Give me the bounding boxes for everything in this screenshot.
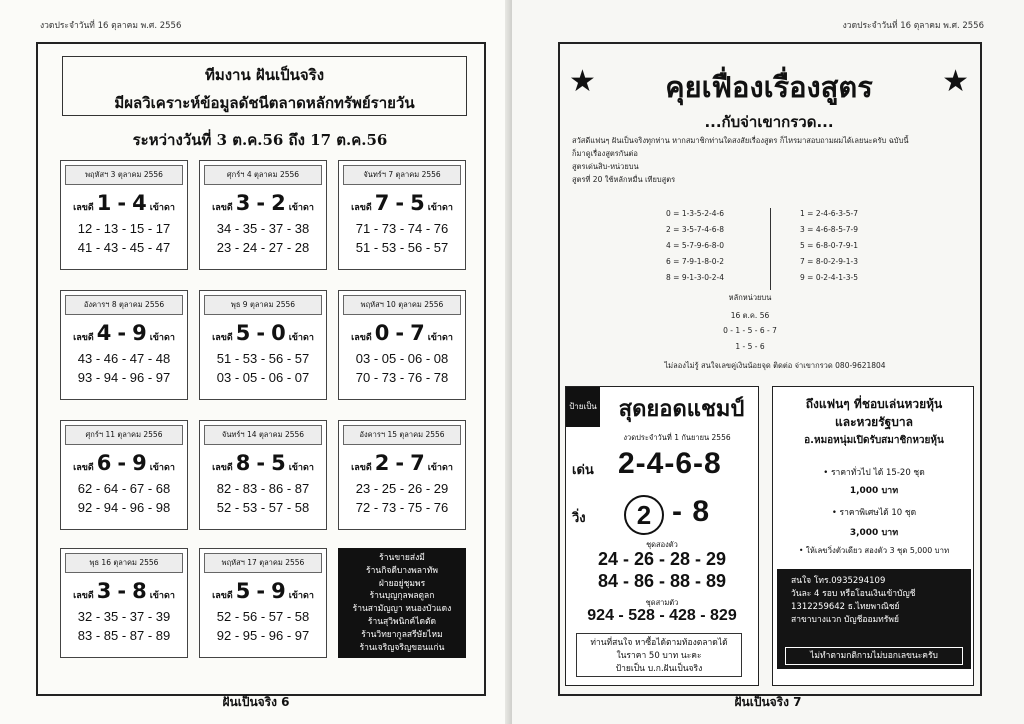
prediction-cell (60, 160, 188, 270)
contact-line: สนใจ โทร.0935294109 (791, 576, 886, 586)
formula-row: 0 = 1-3-5-2-4-6 (666, 209, 724, 218)
cell-date: พฤหัสฯ 10 ตุลาคม 2556 (343, 295, 461, 315)
cell-lead (61, 451, 187, 475)
banner-title: คุยเฟื่องเรื่องสูตร (665, 70, 873, 104)
run-label: วิ่ง (572, 511, 586, 526)
lead-prefix: เลขดี (212, 463, 233, 473)
promo-line: ฝ่ายอยู่ชุมพร (378, 578, 426, 589)
lead-dash: - (256, 579, 266, 603)
cell-date: พฤหัสฯ 3 ตุลาคม 2556 (65, 165, 183, 185)
lead-label: เด่น (572, 463, 594, 478)
promo-box (338, 548, 466, 658)
formula-banner (565, 56, 973, 104)
prediction-cell (199, 548, 327, 658)
lead-digit-a: 2 (374, 451, 390, 475)
formula-row: 8 = 9-1-3-0-2-4 (666, 273, 724, 282)
formula-row: 1 = 2-4-6-3-5-7 (800, 209, 858, 218)
lead-suffix: เข้าดา (288, 203, 314, 213)
title-line2: มีผลวิเคราะห์ข้อมูลดัชนีตลาดหลักทรัพย์รายวัน (114, 94, 415, 112)
contact-line: 1312259642 ธ.ไทยพาณิชย์ (791, 602, 900, 612)
champ-title: สุดยอดแชมป์ (618, 397, 745, 422)
right-header: งวดประจำวันที่ 16 ตุลาคม พ.ศ. 2556 (842, 21, 984, 31)
prediction-cell (60, 420, 188, 530)
cell-row2: 51 - 53 - 56 - 57 (355, 240, 449, 255)
cell-row2: 92 - 95 - 96 - 97 (216, 628, 310, 643)
champ-note-line: ในราคา 50 บาท นะคะ (616, 651, 702, 661)
cell-lead (200, 191, 326, 215)
lead-digit-b: 8 (132, 579, 147, 603)
intro-line: สูตรที่ 20 ใช้หลักหมื่น เทียบสูตร (572, 175, 676, 184)
lead-suffix: เข้าดา (288, 463, 314, 473)
cell-lead (200, 451, 326, 475)
cell-lead (61, 321, 187, 345)
price2-amount: 3,000 บาท (849, 528, 899, 538)
cell-date: อังคารฯ 15 ตุลาคม 2556 (343, 425, 461, 445)
cell-row2: 72 - 73 - 75 - 76 (355, 500, 449, 515)
promo-line: ร้านวิทยากูลสรีษัยไหม (361, 629, 443, 640)
star-icon: ★ (942, 64, 969, 99)
lead-prefix: เลขดี (73, 591, 94, 601)
formula-row: 3 = 4-6-8-5-7-9 (800, 225, 858, 234)
lead-prefix: เลขดี (351, 463, 372, 473)
cell-row1: 52 - 56 - 57 - 58 (216, 609, 310, 624)
date-range: ระหว่างวันที่ 3 ต.ค.56 ถึง 17 ต.ค.56 (132, 131, 388, 149)
unit-label: หลักหน่วยบน (728, 293, 772, 302)
formula-right (800, 206, 858, 286)
prediction-cell (199, 290, 327, 400)
cell-date: ศุกร์ฯ 4 ตุลาคม 2556 (204, 165, 322, 185)
two-row2: 84 - 86 - 88 - 89 (597, 571, 727, 591)
lead-digit-b: 5 (410, 191, 425, 215)
lead-prefix: เลขดี (351, 203, 372, 213)
formula-row: 5 = 6-8-0-7-9-1 (800, 241, 858, 250)
prediction-cell (199, 420, 327, 530)
lead-dash: - (395, 321, 405, 345)
cell-lead (200, 579, 326, 603)
formula-left (666, 206, 724, 286)
cell-date: พุธ 9 ตุลาคม 2556 (204, 295, 322, 315)
cell-row1: 62 - 64 - 67 - 68 (77, 481, 171, 496)
lead-prefix: เลขดี (73, 333, 94, 343)
cell-row1: 43 - 46 - 47 - 48 (77, 351, 171, 366)
prediction-cell (338, 290, 466, 400)
banner-subtitle: ...กับจ่าเขากรวด... (704, 113, 834, 131)
lead-suffix: เข้าดา (149, 203, 175, 213)
lead-prefix: เลขดี (73, 463, 94, 473)
lead-suffix: เข้าดา (149, 463, 175, 473)
lead-dash: - (256, 191, 266, 215)
cell-lead (339, 321, 465, 345)
lead-suffix: เข้าดา (427, 463, 453, 473)
prediction-cell (338, 160, 466, 270)
cell-date: ศุกร์ฯ 11 ตุลาคม 2556 (65, 425, 183, 445)
promo-line: ร้านสุวิพนิกค์ไดตัด (367, 616, 437, 627)
formula-divider (770, 208, 771, 290)
cell-lead (200, 321, 326, 345)
lead-prefix: เลขดี (212, 203, 233, 213)
lead-digit-b: 7 (410, 451, 425, 475)
lead-dash: - (395, 451, 405, 475)
price1-amount: 1,000 บาท (849, 486, 899, 496)
price1: • ราคาทั่วไป ได้ 15-20 ชุด (823, 468, 925, 478)
lead-digit-b: 4 (132, 191, 147, 215)
prediction-cell (199, 160, 327, 270)
champ-note-line: ป้ายเป็น บ.ก.ฝันเป็นจริง (615, 664, 703, 674)
lead-dash: - (395, 191, 405, 215)
cell-row1: 03 - 05 - 06 - 08 (355, 351, 449, 366)
lead-digit-a: 0 (374, 321, 390, 345)
cell-row2: 23 - 24 - 27 - 28 (216, 240, 310, 255)
cell-lead (61, 579, 187, 603)
intro-line: สวัสดีแฟนๆ ฝันเป็นจริงทุกท่าน หากสมาชิกท่านใดสงสัยเรื่องสูตร ก็ไหรมาสอบถามผมได้เลยนะครับ ฉบับนี้ (572, 136, 909, 145)
champ-note (576, 633, 742, 677)
cell-row1: 23 - 25 - 26 - 29 (355, 481, 449, 496)
lead-digit-b: 5 (271, 451, 286, 475)
formula-row: 2 = 3-5-7-4-6-8 (666, 225, 724, 234)
left-footer: ฝันเป็นจริง 6 (222, 695, 290, 709)
lead-suffix: เข้าดา (288, 333, 314, 343)
two-label: ชุดสองตัว (646, 540, 678, 549)
lead-digit-b: 9 (132, 451, 147, 475)
cell-row2: 41 - 43 - 45 - 47 (77, 240, 171, 255)
contact-warning: ไม่ทำตามกติกามไม่บอกเลขนะครับ (785, 647, 963, 665)
cell-row1: 34 - 35 - 37 - 38 (216, 221, 310, 236)
cell-row1: 71 - 73 - 74 - 76 (355, 221, 449, 236)
lead-dash: - (256, 451, 266, 475)
promo-line: ร้านเจริญจริญขอนแก่น (359, 642, 445, 653)
cell-row1: 32 - 35 - 37 - 39 (77, 609, 171, 624)
lead-digit-b: 7 (410, 321, 425, 345)
fans-title2: และหวยรัฐบาล (835, 415, 913, 429)
lead-digit-b: 0 (271, 321, 286, 345)
unit-date: 16 ต.ค. 56 (730, 311, 770, 320)
left-header: งวดประจำวันที่ 16 ตุลาคม พ.ศ. 2556 (40, 21, 182, 31)
prediction-cell (60, 290, 188, 400)
contact-box (777, 569, 971, 669)
lead-digit-b: 2 (271, 191, 286, 215)
champ-tag: ป้ายเป็น (566, 387, 600, 427)
cell-row2: 52 - 53 - 57 - 58 (216, 500, 310, 515)
three-label: ชุดสามตัว (645, 598, 679, 607)
intro-text (572, 134, 972, 186)
lead-digit-a: 3 (235, 191, 251, 215)
cell-row2: 93 - 94 - 96 - 97 (77, 370, 171, 385)
lead-digit-a: 1 (96, 191, 112, 215)
lead-dash: - (117, 321, 127, 345)
champ-date: งวดประจำวันที่ 1 กันยายน 2556 (623, 433, 731, 442)
cell-date: จันทร์ฯ 14 ตุลาคม 2556 (204, 425, 322, 445)
lead-digit-a: 3 (96, 579, 112, 603)
cell-date: จันทร์ฯ 7 ตุลาคม 2556 (343, 165, 461, 185)
cell-row1: 12 - 13 - 15 - 17 (77, 221, 171, 236)
lead-digit-a: 5 (235, 579, 251, 603)
cell-date: พุธ 16 ตุลาคม 2556 (65, 553, 183, 573)
prediction-cell (60, 548, 188, 658)
lead-dash: - (117, 191, 127, 215)
unit-row2: 1 - 5 - 6 (735, 342, 765, 351)
lead-digit-a: 6 (96, 451, 112, 475)
cell-row2: 70 - 73 - 76 - 78 (355, 370, 449, 385)
cell-lead (61, 191, 187, 215)
formula-row: 9 = 0-2-4-1-3-5 (800, 273, 858, 282)
cell-lead (339, 191, 465, 215)
promo-line: ร้านบุญกุลพลตูลก (369, 591, 435, 602)
cell-row1: 82 - 83 - 86 - 87 (216, 481, 310, 496)
cell-row2: 83 - 85 - 87 - 89 (77, 628, 171, 643)
lead-digit-a: 7 (374, 191, 390, 215)
three-row: 924 - 528 - 428 - 829 (587, 607, 737, 624)
lead-value: 2-4-6-8 (618, 447, 722, 480)
cell-date: พฤหัสฯ 17 ตุลาคม 2556 (204, 553, 322, 573)
lead-dash: - (256, 321, 266, 345)
lead-suffix: เข้าดา (288, 591, 314, 601)
promo-line: ร้านขายส่งมี (379, 553, 425, 563)
prediction-cell (338, 420, 466, 530)
cell-row2: 92 - 94 - 96 - 98 (77, 500, 171, 515)
title-box (62, 56, 467, 116)
lead-digit-a: 5 (235, 321, 251, 345)
champ-note-line: ท่านที่สนใจ หาซื้อได้ตามท้องตลาดได้ (590, 638, 728, 648)
lead-digit-b: 9 (132, 321, 147, 345)
price3: • ให้เลขวิ่งตัวเดียว สองตัว 3 ชุด 5,000 บาท (798, 546, 950, 555)
lead-dash: - (117, 451, 127, 475)
formula-row: 7 = 8-0-2-9-1-3 (800, 257, 858, 266)
unit-row1: 0 - 1 - 5 - 6 - 7 (723, 326, 777, 335)
lead-digit-a: 4 (96, 321, 112, 345)
formula-row: 6 = 7-9-1-8-0-2 (666, 257, 724, 266)
lead-prefix: เลขดี (73, 203, 94, 213)
cell-row1: 51 - 53 - 56 - 57 (216, 351, 310, 366)
contact-line: สาขาบางแวก บัญชีออมทรัพย์ (791, 615, 899, 625)
fans-title3: อ.หมอหนุ่มเปิดรับสมาชิกหวยหุ้น (804, 435, 944, 446)
promo-line: ร้านสามัญญา หนองบัวแดง (352, 604, 452, 615)
intro-line: สูตรเด่นสิบ-หน่วยบน (572, 162, 639, 171)
lead-suffix: เข้าดา (149, 591, 175, 601)
right-footer: ฝันเป็นจริง 7 (734, 695, 802, 709)
title-line1: ทีมงาน ฝันเป็นจริง (204, 66, 325, 84)
cell-row2: 03 - 05 - 06 - 07 (216, 370, 310, 385)
lead-prefix: เลขดี (212, 591, 233, 601)
cell-lead (339, 451, 465, 475)
lead-dash: - (117, 579, 127, 603)
lead-suffix: เข้าดา (427, 333, 453, 343)
two-row1: 24 - 26 - 28 - 29 (597, 549, 727, 569)
lead-prefix: เลขดี (212, 333, 233, 343)
lead-prefix: เลขดี (351, 333, 372, 343)
star-icon: ★ (569, 64, 596, 99)
fans-title1: ถึงแฟนๆ ที่ชอบเล่นหวยหุ้น (805, 397, 943, 411)
contact-line: วันละ 4 รอบ หรือโอนเงินเข้าบัญชี (791, 589, 916, 599)
formula-row: 4 = 5-7-9-6-8-0 (666, 241, 724, 250)
lead-digit-a: 8 (235, 451, 251, 475)
champ-box (565, 386, 759, 686)
cell-date: อังคารฯ 8 ตุลาคม 2556 (65, 295, 183, 315)
price2: • ราคาพิเศษได้ 10 ชุด (831, 508, 917, 518)
intro-line: ก็มาดูเรื่องสูตรกันต่อ (572, 149, 638, 158)
lead-suffix: เข้าดา (427, 203, 453, 213)
run-rest: - 8 (672, 495, 711, 528)
lead-digit-b: 9 (271, 579, 286, 603)
promo-line: ร้านกิจดีบางพลาทัพ (366, 565, 438, 576)
closing-note: ไม่ลองไม่รู้ สนใจเลขคู่เงินน้อยจุด ติดต่อ จ่าเขากรวด 080-9621804 (664, 361, 886, 370)
lead-suffix: เข้าดา (149, 333, 175, 343)
fans-box (772, 386, 974, 686)
run-circle: 2 (624, 495, 664, 535)
